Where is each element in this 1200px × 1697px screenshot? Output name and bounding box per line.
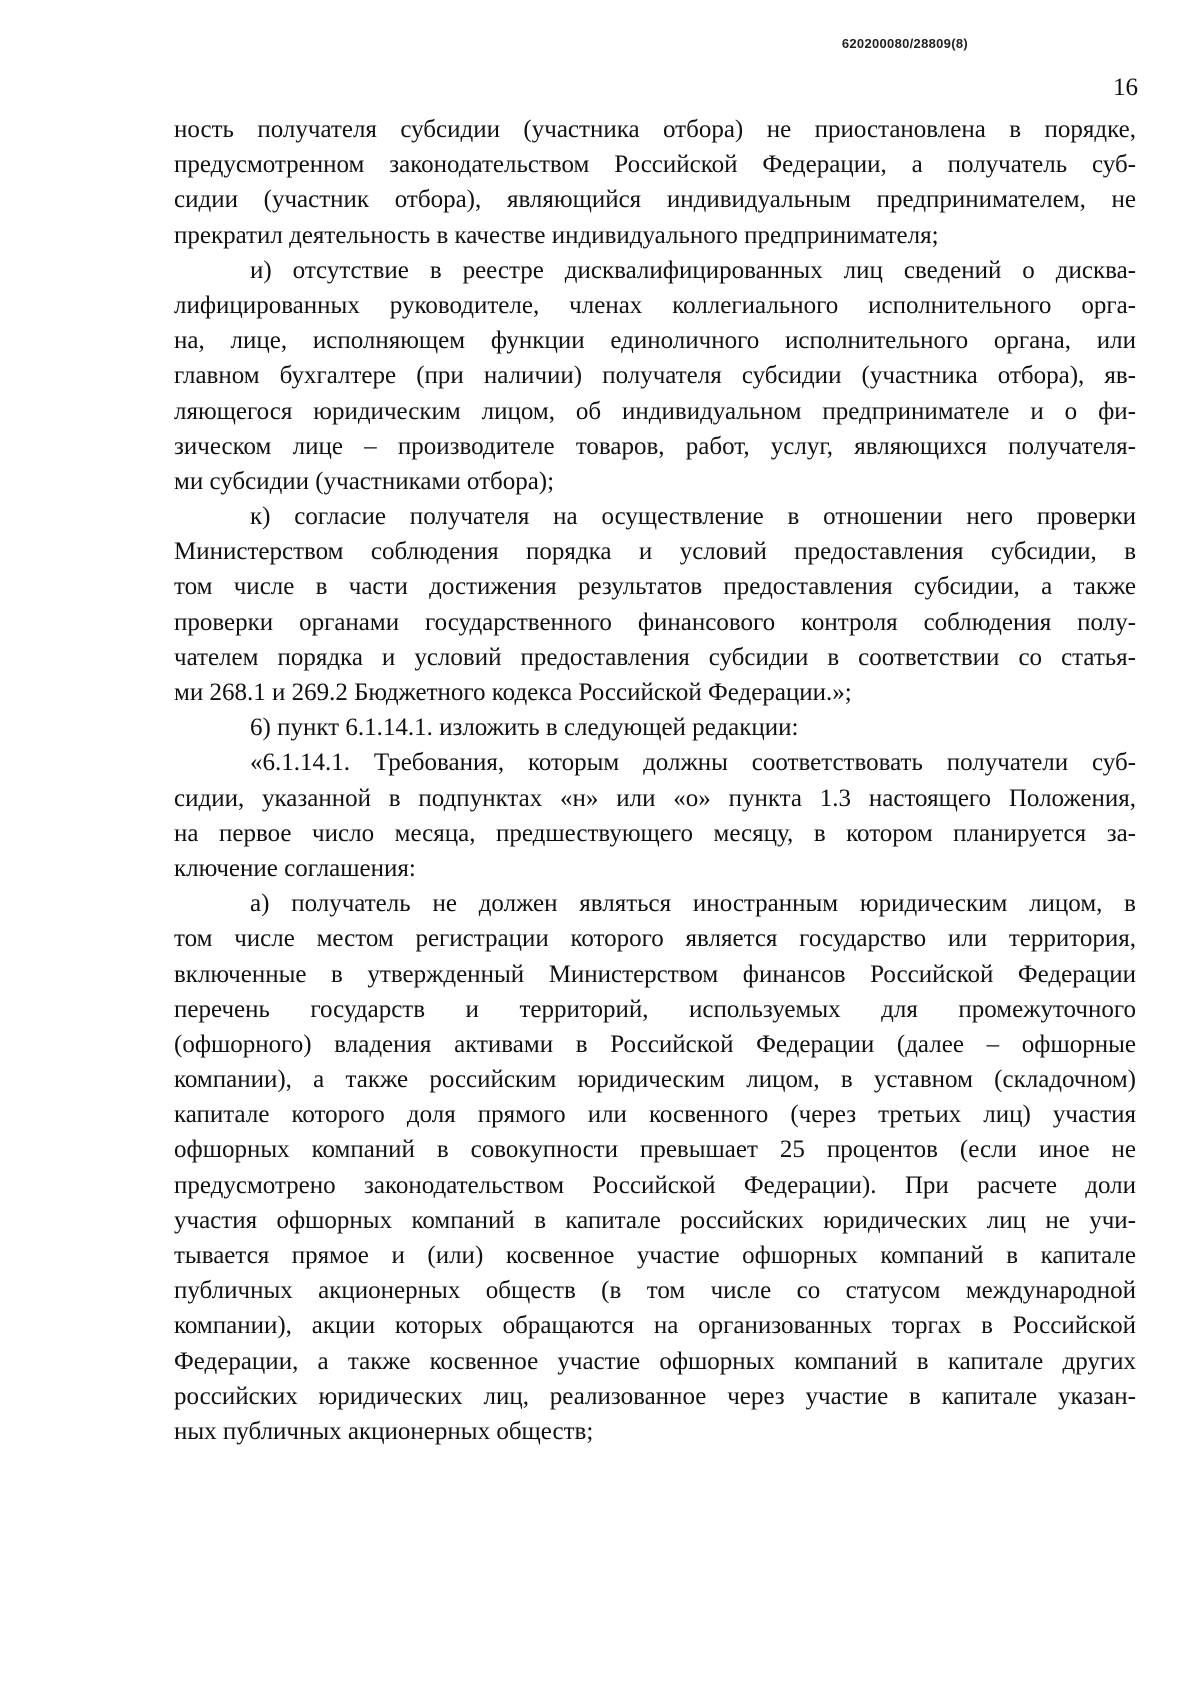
- text-line: к) согласие получателя на осуществление в отношении него проверки: [250, 503, 1136, 531]
- text-line: 6) пункт 6.1.14.1. изложить в следующей редакции:: [250, 714, 799, 742]
- text-line: компании), акции которых обращаются на организованных торгах в Российской: [174, 1312, 1136, 1340]
- text-line: на, лице, исполняющем функции единоличного исполнительного органа, или: [174, 327, 1136, 355]
- text-line: сидии, указанной в подпунктах «н» или «о» пункта 1.3 настоящего Положения,: [174, 784, 1136, 812]
- text-line: российских юридических лиц, реализованное через участие в капитале указан-: [174, 1382, 1136, 1410]
- text-line: капитале которого доля прямого или косвенного (через третьих лиц) участия: [174, 1101, 1136, 1129]
- text-line: перечень государств и территорий, используемых для промежуточного: [174, 995, 1136, 1023]
- text-line: участия офшорных компаний в капитале российских юридических лиц не учи-: [174, 1206, 1136, 1234]
- text-line: ключение соглашения:: [174, 854, 416, 882]
- text-line: зическом лице – производителе товаров, работ, услуг, являющихся получателя-: [174, 432, 1136, 460]
- text-line: на первое число месяца, предшествующего месяцу, в котором планируется за-: [174, 819, 1136, 847]
- text-line: ми субсидии (участниками отбора);: [174, 467, 555, 495]
- document-body: [174, 112, 1136, 1449]
- text-line: проверки органами государственного финансового контроля соблюдения полу-: [174, 608, 1136, 636]
- text-line: а) получатель не должен являться иностранным юридическим лицом, в: [250, 890, 1136, 918]
- page-number: 16: [1113, 74, 1138, 101]
- text-line: (офшорного) владения активами в Российской Федерации (далее – офшорные: [174, 1030, 1136, 1058]
- document-registration-number: 620200080/28809(8): [841, 36, 968, 51]
- text-line: включенные в утвержденный Министерством финансов Российской Федерации: [174, 960, 1136, 988]
- text-line: ность получателя субсидии (участника отбора) не приостановлена в порядке,: [174, 116, 1136, 143]
- text-line: ми 268.1 и 269.2 Бюджетного кодекса Российской Федерации.»;: [174, 679, 852, 706]
- text-line: ляющегося юридическим лицом, об индивидуальном предпринимателе и о фи-: [174, 397, 1136, 425]
- text-line: Министерством соблюдения порядка и условий предоставления субсидии, в: [174, 538, 1136, 566]
- text-line: публичных акционерных обществ (в том числе со статусом международной: [174, 1277, 1136, 1305]
- text-line: компании), а также российским юридическим лицом, в уставном (складочном): [174, 1066, 1136, 1094]
- text-line: Федерации, а также косвенное участие офшорных компаний в капитале других: [174, 1347, 1136, 1375]
- text-line: «6.1.14.1. Требования, которым должны соответствовать получатели суб-: [250, 749, 1136, 777]
- text-line: сидии (участник отбора), являющийся индивидуальным предпринимателем, не: [174, 186, 1136, 214]
- text-line: главном бухгалтере (при наличии) получателя субсидии (участника отбора), яв-: [174, 362, 1136, 390]
- text-line: том числе местом регистрации которого является государство или территория,: [174, 925, 1136, 953]
- text-line: ных публичных акционерных обществ;: [174, 1417, 594, 1445]
- text-line: чателем порядка и условий предоставления субсидии в соответствии со статья-: [174, 643, 1136, 671]
- text-line: том числе в части достижения результатов предоставления субсидии, а также: [174, 573, 1136, 601]
- text-line: и) отсутствие в реестре дисквалифицированных лиц сведений о дисква-: [250, 256, 1136, 284]
- text-line: офшорных компаний в совокупности превышает 25 процентов (если иное не: [174, 1136, 1136, 1164]
- text-line: тывается прямое и (или) косвенное участие офшорных компаний в капитале: [174, 1242, 1136, 1269]
- text-line: предусмотрено законодательством Российской Федерации). При расчете доли: [174, 1171, 1136, 1199]
- text-line: предусмотренном законодательством Российской Федерации, а получатель суб-: [174, 151, 1136, 179]
- text-line: лифицированных руководителе, членах коллегиального исполнительного орга-: [174, 291, 1136, 319]
- text-line: прекратил деятельность в качестве индивидуального предпринимателя;: [174, 221, 939, 249]
